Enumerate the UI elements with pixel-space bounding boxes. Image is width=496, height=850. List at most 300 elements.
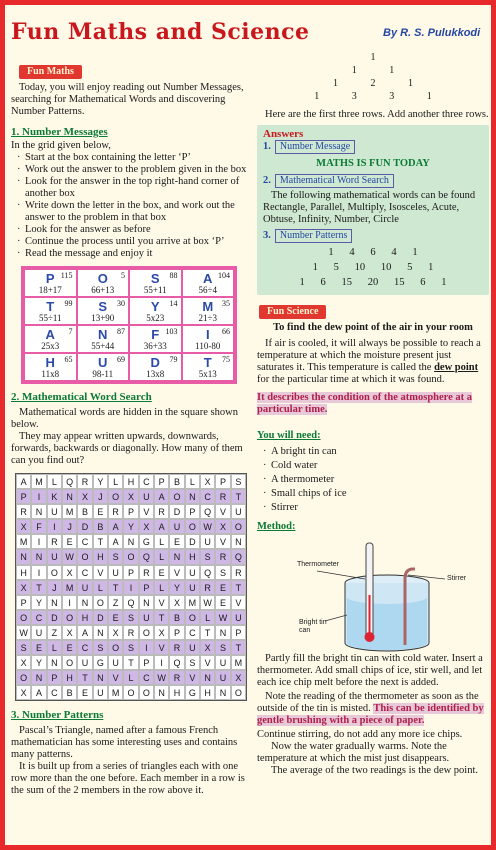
step-item: · Look for the answer as before	[17, 224, 251, 236]
letter-cell[interactable]: H	[185, 549, 200, 564]
letter-cell[interactable]: U	[200, 534, 215, 549]
letter-cell[interactable]: A	[31, 685, 46, 700]
letter-cell[interactable]: X	[16, 580, 31, 595]
letter-cell[interactable]: G	[139, 534, 154, 549]
answers-heading: Answers	[263, 128, 304, 140]
box-problem: 5x23	[146, 313, 165, 323]
letter-cell[interactable]: U	[77, 580, 92, 595]
need-heading: You will need:	[257, 430, 321, 441]
method-p4: Now the water gradually warms. Note the temperature at which the mist just disappears.	[257, 741, 450, 764]
number-patterns-p1: Pascal’s Triangle, named after a famous French mathematician has some interesting uses and contains many patterns.	[11, 725, 238, 761]
box-letter: H	[45, 355, 55, 370]
page-title: Fun Maths and Science	[11, 19, 310, 45]
letter-cell[interactable]: U	[108, 565, 123, 580]
box-letter: Y	[150, 299, 160, 314]
letter-cell[interactable]: H	[169, 685, 184, 700]
box-number: 35	[222, 299, 230, 308]
letter-cell[interactable]: A	[154, 489, 169, 504]
letter-cell[interactable]: B	[169, 610, 184, 625]
letter-cell[interactable]: C	[77, 640, 92, 655]
letter-cell[interactable]: E	[215, 595, 230, 610]
letter-cell[interactable]: O	[139, 685, 154, 700]
box-problem: 98-11	[92, 369, 114, 379]
letter-cell[interactable]: N	[93, 670, 108, 685]
letter-cell[interactable]: E	[215, 580, 230, 595]
grid-box	[24, 269, 77, 297]
box-letter: A	[45, 327, 55, 342]
letter-cell[interactable]: D	[47, 610, 62, 625]
letter-cell[interactable]: S	[185, 655, 200, 670]
letter-cell[interactable]: Y	[169, 580, 184, 595]
letter-cell[interactable]: M	[62, 504, 77, 519]
letter-cell[interactable]: T	[123, 655, 138, 670]
letter-cell[interactable]: N	[93, 625, 108, 640]
grid-box	[182, 297, 235, 325]
letter-cell[interactable]: U	[185, 640, 200, 655]
letter-cell[interactable]: S	[123, 640, 138, 655]
letter-cell[interactable]: Z	[108, 595, 123, 610]
letter-cell[interactable]: M	[108, 685, 123, 700]
letter-cell[interactable]: J	[93, 489, 108, 504]
number-patterns-heading: 3. Number Patterns	[11, 709, 104, 722]
letter-cell[interactable]: L	[47, 640, 62, 655]
letter-cell[interactable]: Q	[231, 549, 246, 564]
letter-cell[interactable]: E	[31, 640, 46, 655]
box-letter: S	[150, 271, 160, 286]
letter-cell[interactable]: O	[16, 670, 31, 685]
letter-cell[interactable]: U	[231, 504, 246, 519]
letter-cell[interactable]: I	[31, 534, 46, 549]
letter-cell[interactable]: T	[154, 610, 169, 625]
letter-cell[interactable]: O	[231, 685, 246, 700]
letter-cell[interactable]: N	[185, 489, 200, 504]
letter-cell[interactable]: O	[231, 519, 246, 534]
letter-cell[interactable]: J	[62, 519, 77, 534]
word-search-intro: Mathematical words are hidden in the square shown below.	[11, 407, 238, 430]
letter-cell[interactable]: V	[154, 640, 169, 655]
letter-cell[interactable]: L	[93, 580, 108, 595]
letter-cell[interactable]: R	[215, 489, 230, 504]
letter-cell[interactable]: U	[231, 610, 246, 625]
letter-cell[interactable]: S	[93, 640, 108, 655]
letter-cell[interactable]: H	[77, 610, 92, 625]
letter-cell[interactable]: X	[169, 595, 184, 610]
letter-cell[interactable]: O	[16, 610, 31, 625]
letter-cell[interactable]: Q	[169, 655, 184, 670]
letter-cell[interactable]: N	[169, 549, 184, 564]
letter-cell[interactable]: W	[16, 625, 31, 640]
number-message-grid	[21, 266, 237, 384]
number-messages-heading: 1. Number Messages	[11, 126, 108, 138]
letter-cell[interactable]: O	[62, 610, 77, 625]
letter-cell[interactable]: L	[200, 610, 215, 625]
letter-cell[interactable]: M	[16, 534, 31, 549]
letter-cell[interactable]: R	[154, 504, 169, 519]
method-p1: Partly fill the bright tin can with cold water. Insert a thermometer. Add small chips of ice, stir well, and let each ice chip melt before the next is added.	[257, 653, 483, 688]
tin-can-illustration	[257, 535, 489, 653]
letter-cell[interactable]: P	[185, 504, 200, 519]
letter-cell[interactable]: T	[77, 670, 92, 685]
letter-cell[interactable]: X	[200, 474, 215, 489]
letter-cell[interactable]: N	[154, 685, 169, 700]
letter-cell[interactable]: P	[123, 504, 138, 519]
letter-cell[interactable]: E	[108, 610, 123, 625]
letter-cell[interactable]: L	[154, 549, 169, 564]
letter-cell[interactable]: A	[77, 625, 92, 640]
letter-cell[interactable]: I	[31, 565, 46, 580]
letter-cell[interactable]: Y	[31, 595, 46, 610]
letter-cell[interactable]: E	[154, 565, 169, 580]
word-search-question: They may appear written upwards, downwards, forwards, backwards or diagonally. How many of them can you find out?	[11, 431, 243, 466]
grid-box	[182, 325, 235, 353]
grid-box	[129, 353, 182, 381]
letter-cell[interactable]: I	[154, 655, 169, 670]
box-problem: 55+11	[143, 285, 167, 295]
letter-cell[interactable]: C	[200, 489, 215, 504]
letter-cell[interactable]: X	[139, 519, 154, 534]
poster	[5, 5, 491, 845]
box-letter: T	[203, 355, 212, 370]
letter-cell[interactable]: X	[16, 685, 31, 700]
letter-cell[interactable]: L	[185, 474, 200, 489]
letter-cell[interactable]: H	[200, 685, 215, 700]
letter-cell[interactable]: N	[62, 489, 77, 504]
word-search-heading: 2. Mathematical Word Search	[11, 391, 152, 403]
box-number: 99	[64, 299, 73, 308]
letter-cell[interactable]: U	[93, 685, 108, 700]
letter-cell[interactable]: S	[231, 474, 246, 489]
letter-cell[interactable]: P	[16, 595, 31, 610]
box-number: 115	[60, 271, 73, 280]
grid-box	[24, 297, 77, 325]
letter-cell[interactable]: N	[200, 670, 215, 685]
letter-cell[interactable]: U	[215, 655, 230, 670]
letter-cell[interactable]: C	[47, 685, 62, 700]
letter-cell[interactable]: K	[47, 489, 62, 504]
letter-cell[interactable]: O	[77, 549, 92, 564]
letter-cell[interactable]: S	[123, 610, 138, 625]
pattern-answer-row: 1 6 15 20 15 6 1	[299, 277, 447, 288]
grid-box	[182, 269, 235, 297]
letter-cell[interactable]: N	[47, 595, 62, 610]
box-number: 66	[222, 327, 230, 336]
letter-cell[interactable]: S	[215, 640, 230, 655]
letter-cell[interactable]: R	[16, 504, 31, 519]
letter-cell[interactable]: C	[77, 565, 92, 580]
letter-cell[interactable]: T	[231, 489, 246, 504]
letter-cell[interactable]: L	[154, 580, 169, 595]
letter-cell[interactable]: O	[93, 595, 108, 610]
letter-cell[interactable]: Q	[123, 595, 138, 610]
letter-cell[interactable]: V	[215, 504, 230, 519]
letter-cell[interactable]: R	[169, 640, 184, 655]
letter-cell[interactable]: O	[185, 610, 200, 625]
box-number: 75	[222, 355, 230, 364]
letter-cell[interactable]: O	[169, 489, 184, 504]
letter-cell[interactable]: W	[154, 670, 169, 685]
letter-cell[interactable]: Q	[139, 549, 154, 564]
letter-cell[interactable]: R	[77, 474, 92, 489]
material-item: · A thermometer	[263, 473, 489, 487]
letter-cell[interactable]: G	[185, 685, 200, 700]
answer-1-text: MATHS IS FUN TODAY	[316, 158, 430, 169]
box-number: 65	[64, 355, 73, 364]
letter-cell[interactable]: R	[200, 580, 215, 595]
letter-cell[interactable]: W	[200, 519, 215, 534]
letter-cell[interactable]: H	[93, 549, 108, 564]
triangle-row: 1	[370, 52, 376, 63]
letter-cell[interactable]: U	[47, 549, 62, 564]
box-problem: 55÷11	[38, 313, 62, 323]
letter-cell[interactable]: U	[47, 504, 62, 519]
letter-cell[interactable]: I	[139, 640, 154, 655]
letter-cell[interactable]: E	[62, 640, 77, 655]
letter-cell[interactable]: N	[139, 595, 154, 610]
letter-cell[interactable]: P	[139, 655, 154, 670]
letter-cell[interactable]: S	[16, 640, 31, 655]
letter-cell[interactable]: Q	[200, 565, 215, 580]
letter-cell[interactable]: V	[154, 595, 169, 610]
letter-cell[interactable]: U	[185, 580, 200, 595]
letter-cell[interactable]: N	[77, 595, 92, 610]
letter-cell[interactable]: X	[154, 625, 169, 640]
triangle-row: 1 2 1	[333, 78, 413, 89]
letter-cell[interactable]: U	[31, 625, 46, 640]
letter-cell[interactable]: M	[185, 595, 200, 610]
letter-cell[interactable]: L	[108, 474, 123, 489]
box-letter: T	[46, 299, 55, 314]
letter-cell[interactable]: E	[93, 504, 108, 519]
letter-cell[interactable]: L	[47, 474, 62, 489]
letter-cell[interactable]: C	[139, 670, 154, 685]
letter-cell[interactable]: E	[62, 534, 77, 549]
letter-cell[interactable]: C	[185, 625, 200, 640]
thermometer-label: Thermometer	[297, 561, 340, 568]
pascal-triangle	[257, 51, 489, 103]
letter-cell[interactable]: P	[231, 625, 246, 640]
box-number: 30	[117, 299, 125, 308]
grid-box	[77, 297, 130, 325]
letter-cell[interactable]: V	[93, 565, 108, 580]
triangle-row: 1 3 3 1	[314, 91, 432, 102]
letter-cell[interactable]: Z	[47, 625, 62, 640]
box-letter: N	[98, 327, 108, 342]
letter-cell[interactable]: N	[123, 534, 138, 549]
letter-cell[interactable]: X	[77, 489, 92, 504]
letter-cell[interactable]: A	[154, 519, 169, 534]
letter-cell[interactable]: S	[200, 549, 215, 564]
letter-cell[interactable]: N	[215, 685, 230, 700]
science-p1: If air is cooled, it will always be possible to reach a temperature at which the moisture present just saturates it. This temperature is called the dew point for the particular time at which it was found.	[257, 338, 481, 385]
letter-cell[interactable]: W	[215, 610, 230, 625]
letter-cell[interactable]: G	[93, 655, 108, 670]
letter-cell[interactable]: T	[31, 580, 46, 595]
letter-cell[interactable]: T	[93, 534, 108, 549]
letter-cell[interactable]: S	[215, 565, 230, 580]
answer-2-text: The following mathematical words can be found Rectangle, Parallel, Multiply, Isosceles, Acute, Obtuse, Infinity, Number, Circle	[263, 190, 476, 225]
method-heading: Method:	[257, 521, 296, 532]
grid-box	[77, 325, 130, 353]
letter-cell[interactable]: T	[231, 640, 246, 655]
letter-cell[interactable]: N	[215, 625, 230, 640]
letter-cell[interactable]: A	[16, 474, 31, 489]
letter-cell[interactable]: R	[139, 565, 154, 580]
letter-cell[interactable]: P	[16, 489, 31, 504]
letter-cell[interactable]: R	[231, 565, 246, 580]
grid-box	[77, 353, 130, 381]
letter-cell[interactable]: U	[215, 670, 230, 685]
letter-cell[interactable]: X	[231, 670, 246, 685]
letter-cell[interactable]: U	[185, 565, 200, 580]
intro-text: Today, you will enjoy reading out Number Messages, searching for Mathematical Words and discovering Number Patterns.	[11, 82, 244, 117]
letter-cell[interactable]: R	[169, 670, 184, 685]
step-item: · Start at the box containing the letter ‘P’	[17, 152, 251, 164]
step-item: · Write down the letter in the box, and work out the answer to the problem in that box	[17, 200, 251, 224]
letter-cell[interactable]: X	[62, 625, 77, 640]
letter-cell[interactable]: D	[169, 504, 184, 519]
letter-cell[interactable]: A	[108, 519, 123, 534]
letter-cell[interactable]: Q	[200, 504, 215, 519]
letter-cell[interactable]: C	[77, 534, 92, 549]
letter-cell[interactable]: O	[139, 625, 154, 640]
letter-cell[interactable]: U	[139, 489, 154, 504]
letter-cell[interactable]: N	[31, 504, 46, 519]
letter-cell[interactable]: F	[31, 519, 46, 534]
letter-cell[interactable]: C	[31, 610, 46, 625]
letter-cell[interactable]: X	[16, 655, 31, 670]
answer-2-label: 2. Mathematical Word Search	[263, 174, 483, 188]
letter-cell[interactable]: D	[77, 519, 92, 534]
box-number: 103	[165, 327, 178, 336]
letter-cell[interactable]: R	[215, 549, 230, 564]
letter-cell[interactable]: L	[123, 670, 138, 685]
letter-cell[interactable]: Y	[93, 474, 108, 489]
letter-cell[interactable]: D	[185, 534, 200, 549]
letter-cell[interactable]: W	[200, 595, 215, 610]
letter-cell[interactable]: V	[231, 595, 246, 610]
letter-cell[interactable]: R	[47, 534, 62, 549]
letter-cell[interactable]: O	[123, 685, 138, 700]
letter-cell[interactable]: X	[16, 519, 31, 534]
letter-cell[interactable]: N	[31, 670, 46, 685]
letter-cell[interactable]: O	[123, 549, 138, 564]
letter-cell[interactable]: V	[200, 655, 215, 670]
left-column	[11, 65, 251, 797]
letter-cell[interactable]: N	[231, 534, 246, 549]
letter-cell[interactable]: V	[108, 670, 123, 685]
step-item: · Read the message and enjoy it	[17, 248, 251, 260]
letter-cell[interactable]: V	[169, 565, 184, 580]
letter-cell[interactable]: P	[47, 670, 62, 685]
letter-cell[interactable]: N	[31, 549, 46, 564]
letter-cell[interactable]: H	[16, 565, 31, 580]
letter-cell[interactable]: I	[31, 489, 46, 504]
letter-cell[interactable]: I	[123, 580, 138, 595]
letter-cell[interactable]: O	[62, 655, 77, 670]
letter-cell[interactable]: C	[139, 474, 154, 489]
letter-cell[interactable]: A	[108, 534, 123, 549]
letter-cell[interactable]: Y	[123, 519, 138, 534]
step-item: · Work out the answer to the problem given in the box	[17, 164, 251, 176]
letter-cell[interactable]: T	[231, 580, 246, 595]
letter-cell[interactable]: V	[139, 504, 154, 519]
letter-cell[interactable]: M	[31, 474, 46, 489]
letter-cell[interactable]: V	[185, 670, 200, 685]
letter-cell[interactable]: B	[93, 519, 108, 534]
letter-cell[interactable]: S	[108, 549, 123, 564]
letter-cell[interactable]: X	[62, 565, 77, 580]
letter-cell[interactable]: U	[169, 519, 184, 534]
letter-cell[interactable]: P	[123, 565, 138, 580]
letter-cell[interactable]: D	[93, 610, 108, 625]
letter-cell[interactable]: O	[47, 565, 62, 580]
letter-cell[interactable]: H	[62, 670, 77, 685]
box-problem: 5x13	[198, 369, 217, 379]
letter-cell[interactable]: R	[123, 625, 138, 640]
letter-cell[interactable]: P	[154, 474, 169, 489]
material-item: · Cold water	[263, 459, 489, 473]
letter-cell[interactable]: P	[215, 474, 230, 489]
letter-cell[interactable]: X	[215, 519, 230, 534]
method-p5: The average of the two readings is the dew point.	[271, 765, 479, 776]
letter-cell[interactable]: P	[139, 580, 154, 595]
letter-cell[interactable]: I	[47, 519, 62, 534]
letter-cell[interactable]: B	[62, 685, 77, 700]
letter-cell[interactable]: T	[108, 580, 123, 595]
letter-cell[interactable]: J	[47, 580, 62, 595]
letter-cell[interactable]: L	[154, 534, 169, 549]
letter-cell[interactable]: Q	[62, 474, 77, 489]
letter-cell[interactable]: X	[123, 489, 138, 504]
grid-box	[24, 353, 77, 381]
letter-cell[interactable]: M	[231, 655, 246, 670]
letter-cell[interactable]: U	[77, 655, 92, 670]
letter-cell[interactable]: W	[62, 549, 77, 564]
box-number: 69	[117, 355, 125, 364]
letter-cell[interactable]: I	[62, 595, 77, 610]
number-patterns-p2: It is built up from a series of triangles each with one row more than the one before. Each member in a row is the sum of the 2 members in the row above it.	[11, 761, 245, 797]
letter-cell[interactable]: B	[77, 504, 92, 519]
letter-cell[interactable]: E	[169, 534, 184, 549]
box-number: 88	[169, 271, 178, 280]
letter-cell[interactable]: N	[16, 549, 31, 564]
letter-cell[interactable]: H	[123, 474, 138, 489]
letter-cell[interactable]: X	[108, 625, 123, 640]
can-label: Bright tin can	[299, 619, 327, 634]
letter-cell[interactable]: B	[169, 474, 184, 489]
letter-cell[interactable]: X	[200, 640, 215, 655]
letter-cell[interactable]: R	[108, 504, 123, 519]
stirrer-label: Stirrer	[447, 575, 467, 582]
letter-cell[interactable]: O	[185, 519, 200, 534]
needs-list	[263, 445, 489, 515]
letter-cell[interactable]: P	[169, 625, 184, 640]
letter-cell[interactable]: V	[215, 534, 230, 549]
letter-cell[interactable]: Y	[31, 655, 46, 670]
letter-cell[interactable]: O	[108, 640, 123, 655]
letter-cell[interactable]: N	[47, 655, 62, 670]
letter-cell[interactable]: U	[108, 655, 123, 670]
letter-cell[interactable]: T	[200, 625, 215, 640]
letter-cell[interactable]: M	[62, 580, 77, 595]
letter-cell[interactable]: O	[108, 489, 123, 504]
letter-cell[interactable]: U	[139, 610, 154, 625]
letter-cell[interactable]: E	[77, 685, 92, 700]
science-title: To find the dew point of the air in your room	[273, 322, 473, 333]
step-item: · Continue the process until you arrive at box ‘P’	[17, 236, 251, 248]
box-problem: 21÷3	[198, 313, 217, 323]
word-search-grid	[15, 473, 247, 701]
